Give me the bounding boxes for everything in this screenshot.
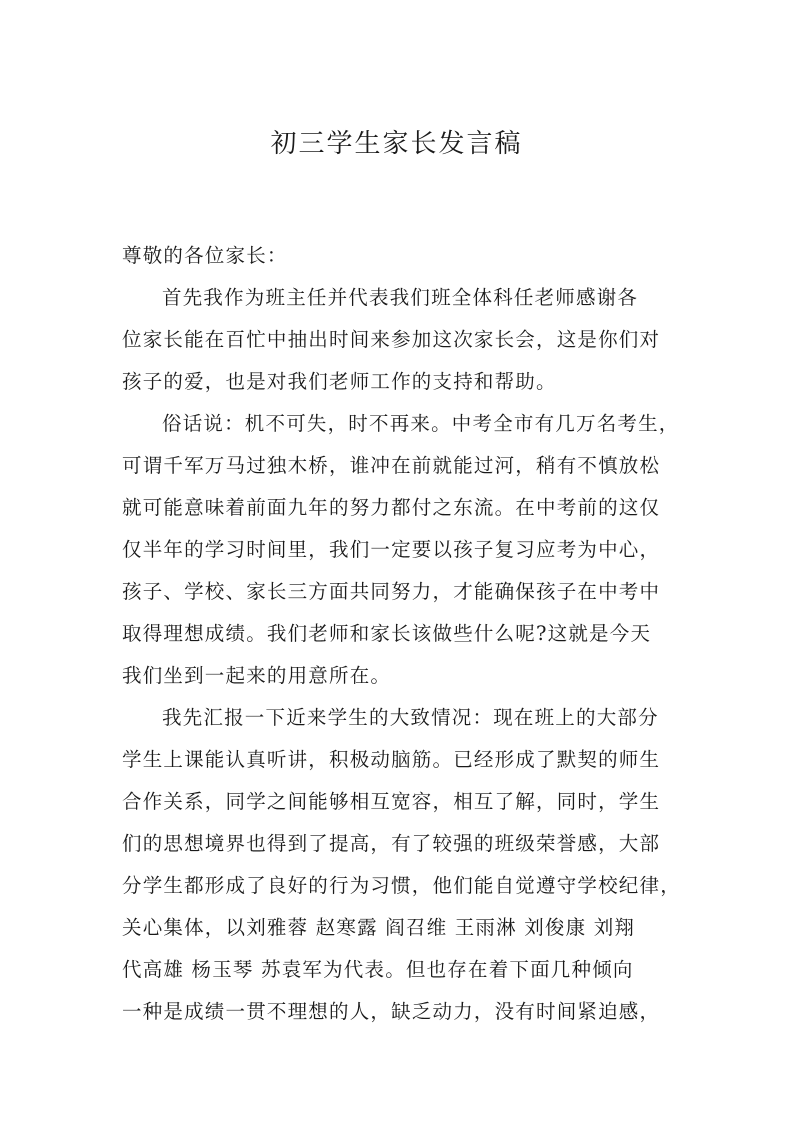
text-line: 仅半年的学习时间里，我们一定要以孩子复习应考为中心， — [122, 538, 661, 561]
text-line: 就可能意味着前面九年的努力都付之东流。在中考前的这仅 — [122, 496, 661, 519]
text-line: 首先我作为班主任并代表我们班全体科任老师感谢各 — [162, 286, 639, 309]
text-line: 关心集体，以刘雅蓉 赵寒露 阎召维 王雨淋 刘俊康 刘翔 — [122, 916, 636, 939]
text-line: 学生上课能认真听讲，积极动脑筋。已经形成了默契的师生 — [122, 748, 661, 771]
text-line: 俗话说：机不可失，时不再来。中考全市有几万名考生， — [162, 412, 680, 435]
text-line: 分学生都形成了良好的行为习惯，他们能自觉遵守学校纪律， — [122, 874, 681, 897]
text-line: 合作关系，同学之间能够相互宽容，相互了解，同时，学生 — [122, 790, 661, 813]
text-line: 代高雄 杨玉琴 苏袁军为代表。但也存在着下面几种倾向 — [122, 958, 634, 981]
document-title: 初三学生家长发言稿 — [270, 129, 523, 159]
text-line: 一种是成绩一贯不理想的人，缺乏动力，没有时间紧迫感， — [122, 1000, 661, 1023]
text-line: 我们坐到一起来的用意所在。 — [122, 664, 392, 687]
text-line: 尊敬的各位家长： — [122, 244, 288, 267]
text-line: 我先汇报一下近来学生的大致情况：现在班上的大部分 — [162, 706, 659, 729]
text-line: 孩子、学校、家长三方面共同努力，才能确保孩子在中考中 — [122, 580, 661, 603]
text-line: 取得理想成绩。我们老师和家长该做些什么呢?这就是今天 — [122, 622, 652, 645]
text-line: 孩子的爱，也是对我们老师工作的支持和帮助。 — [122, 370, 557, 393]
text-line: 位家长能在百忙中抽出时间来参加这次家长会，这是你们对 — [122, 328, 661, 351]
text-line: 可谓千军万马过独木桥，谁冲在前就能过河，稍有不慎放松 — [122, 454, 661, 477]
document-body — [122, 235, 681, 1033]
text-line: 们的思想境界也得到了提高，有了较强的班级荣誉感，大部 — [122, 832, 661, 855]
